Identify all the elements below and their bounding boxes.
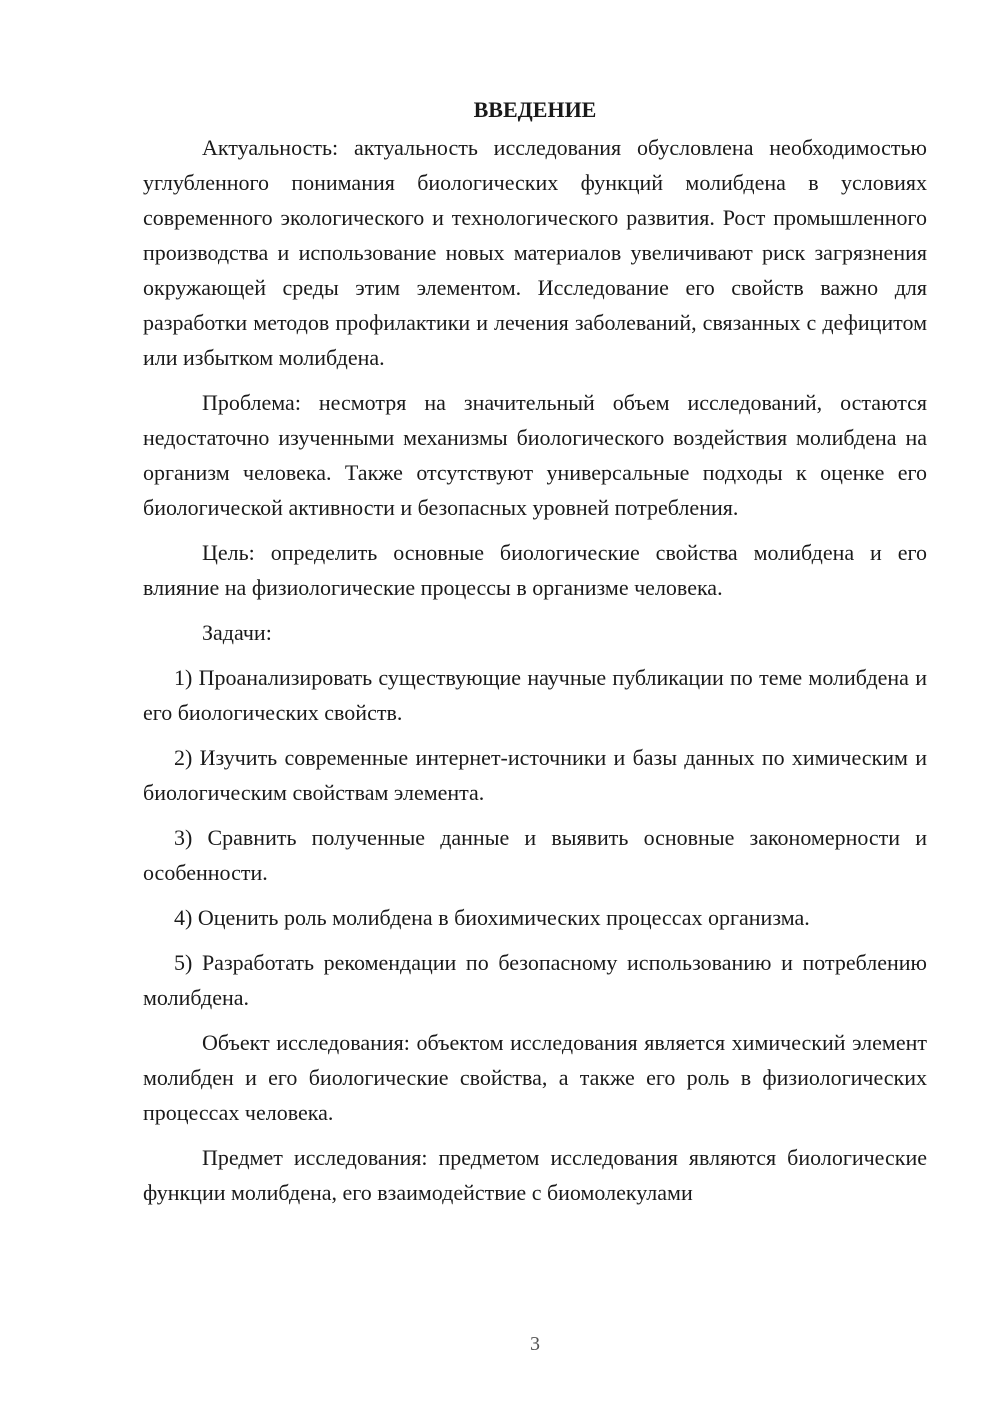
task-item-3: 3) Сравнить полученные данные и выявить основные закономерности и особенности. (143, 825, 927, 885)
task-item-4: 4) Оценить роль молибдена в биохимических процессах организма. (174, 905, 810, 930)
page-number: 3 (530, 1333, 540, 1355)
task-item-5: 5) Разработать рекомендации по безопасному использованию и потреблению молибдена. (143, 950, 927, 1010)
task-item-2: 2) Изучить современные интернет-источники и базы данных по химическим и биологическим свойствам элемента. (143, 745, 927, 805)
paragraph-problem: Проблема: несмотря на значительный объем исследований, остаются недостаточно изученными механизмы биологического воздействия молибдена на организм человека. Также отсутствуют универсальные подходы к оценке его биологической активности и безопасных уровней потребления. (143, 390, 927, 520)
paragraph-tasks-label: Задачи: (202, 620, 272, 645)
paragraph-object: Объект исследования: объектом исследования является химический элемент молибден и его биологические свойства, а также его роль в физиологических процессах человека. (143, 1030, 927, 1125)
paragraph-relevance: Актуальность: актуальность исследования обусловлена необходимостью углубленного понимания биологических функций молибдена в условиях современного экологического и технологического развития. Рост промышленного производства и использование новых материалов увеличивают риск загрязнения окружающей среды этим элементом. Исследование его свойств важно для разработки методов профилактики и лечения заболеваний, связанных с дефицитом или избытком молибдена. (143, 135, 927, 370)
task-item-1: 1) Проанализировать существующие научные публикации по теме молибдена и его биологических свойств. (143, 665, 927, 725)
section-heading: ВВЕДЕНИЕ (473, 97, 597, 122)
document-body (143, 92, 927, 1220)
paragraph-subject: Предмет исследования: предметом исследования являются биологические функции молибдена, его взаимодействие с биомолекулами (143, 1145, 927, 1205)
paragraph-goal: Цель: определить основные биологические свойства молибдена и его влияние на физиологические процессы в организме человека. (143, 540, 927, 600)
